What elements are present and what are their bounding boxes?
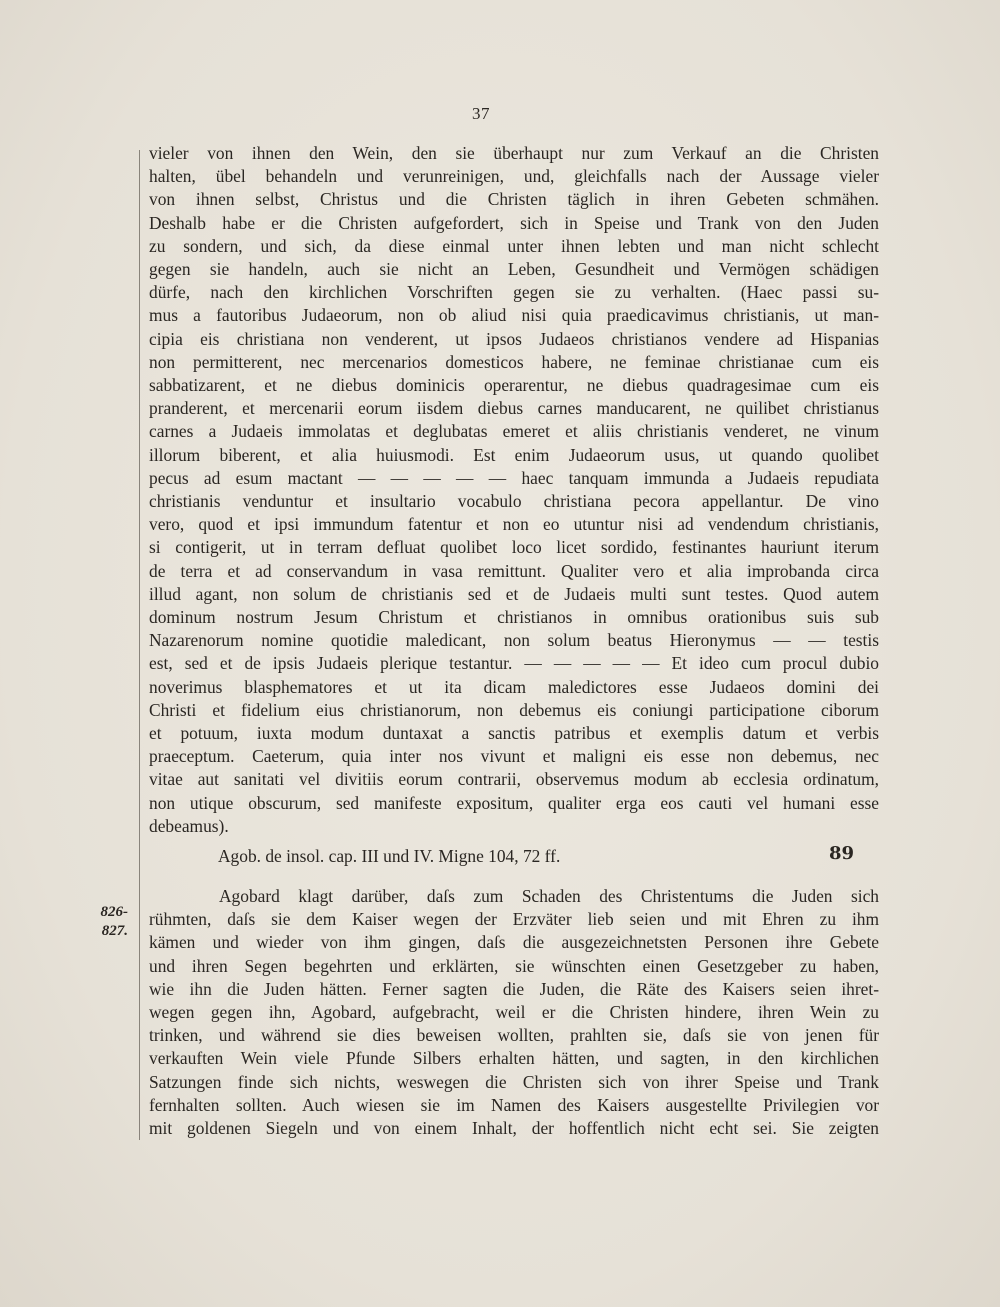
text-line: cipia eis christiana non venderent, ut ipsos Judaeos christianos vendere ad Hispanias bbox=[149, 328, 879, 349]
text-line: non permitterent, nec mercenarios domesticos habere, ne feminae christianae cum eis bbox=[149, 351, 879, 372]
text-line: noverimus blasphematores et ut ita dicam maledictores esse Judaeos domini dei bbox=[149, 676, 879, 697]
text-line: non utique obscurum, sed manifeste expositum, qualiter erga eos cauti vel humani esse bbox=[149, 792, 879, 813]
text-line: christianis venduntur et insultario vocabulo christiana pecora appellantur. De vino bbox=[149, 491, 879, 512]
page-number: 37 bbox=[472, 104, 490, 123]
text-line: dominum nostrum Jesum Christum et christianos in omnibus orationibus suis sub bbox=[149, 607, 879, 628]
paragraph-quotation bbox=[149, 142, 879, 838]
text-line: Christi et fidelium eius christianorum, non debemus eis coniungi participatione ciborum bbox=[149, 699, 879, 720]
text-line: vero, quod et ipsi immundum fatentur et non eo utuntur nisi ad vendendum christianis, bbox=[149, 514, 879, 535]
text-line: illorum biberent, et alia huiusmodi. Est enim Judaeorum usus, ut quando quolibet bbox=[149, 444, 879, 465]
text-line: Nazarenorum nomine quotidie maledicant, non solum beatus Hieronymus — — testis bbox=[149, 630, 879, 651]
source-citation: Agob. de insol. cap. III und IV. Migne 104, 72 ff. bbox=[218, 846, 561, 866]
text-line: pecus ad esum mactant — — — — — haec tanquam immunda a Judaeis repudiata bbox=[149, 467, 879, 488]
text-line: Agobard klagt darüber, daſs zum Schaden des Christentums die Juden sich bbox=[219, 886, 879, 906]
text-line: kämen und wieder von ihm gingen, daſs die ausgezeichnetsten Personen ihre Gebete bbox=[149, 932, 879, 953]
text-line: dürfe, nach den kirchlichen Vorschriften gegen sie zu verhalten. (Haec passi su- bbox=[149, 282, 879, 303]
text-line: praeceptum. Caeterum, quia inter nos vivunt et maligni eis esse non debemus, nec bbox=[149, 746, 879, 767]
text-line: illud agant, non solum de christianis sed et de Judaeis multi sunt testes. Quod autem bbox=[149, 583, 879, 604]
text-line: Deshalb habe er die Christen aufgefordert, sich in Speise und Trank von den Juden bbox=[149, 212, 879, 233]
text-line: de terra et ad conservandum in vasa remittunt. Qualiter vero et alia improbanda circa bbox=[149, 560, 879, 581]
text-line: pranderent, et mercenarii eorum iisdem diebus carnes manducarent, ne quilibet christianus bbox=[149, 398, 879, 419]
text-line: est, sed et de ipsis Judaeis plerique testantur. — — — — — Et ideo cum procul dubio bbox=[149, 653, 879, 674]
text-line: vieler von ihnen den Wein, den sie überhaupt nur zum Verkauf an die Christen bbox=[149, 143, 879, 163]
text-line: mit goldenen Siegeln und von einem Inhalt, der hoffentlich nicht echt sei. Sie zeigten bbox=[149, 1118, 879, 1139]
text-line: halten, übel behandeln und verunreinigen, und, gleichfalls nach der Aussage vieler bbox=[149, 166, 879, 187]
text-line: zu sondern, und sich, da diese einmal unter ihnen lebten und man nicht schlecht bbox=[149, 235, 879, 256]
margin-year-note bbox=[88, 903, 128, 941]
text-line: trinken, und während sie dies beweisen wollten, prahlten sie, daſs sie von jenen für bbox=[149, 1025, 879, 1046]
paragraph-agobard bbox=[149, 885, 879, 1140]
text-line: fernhalten sollten. Auch wiesen sie im Namen des Kaisers ausgestellte Privilegien vor bbox=[149, 1094, 879, 1115]
text-line: rühmten, daſs sie dem Kaiser wegen der Erzväter lieb seien und mit Ehren zu ihm bbox=[149, 909, 879, 930]
text-line: debeamus). bbox=[149, 815, 229, 836]
text-line: wegen gegen ihn, Agobard, aufgebracht, weil er die Christen hindere, ihren Wein zu bbox=[149, 1002, 879, 1023]
text-line: sabbatizarent, et ne diebus dominicis operarentur, ne diebus quadragesimae cum eis bbox=[149, 375, 879, 396]
text-line: und ihren Segen begehrten und erklärten, sie wünschten einen Gesetzgeber zu haben, bbox=[149, 955, 879, 976]
text-line: mus a fautoribus Judaeorum, non ob aliud nisi quia praedicavimus christianis, ut man- bbox=[149, 305, 879, 326]
text-line: wie ihn die Juden hätten. Ferner sagten die Juden, die Räte des Kaisers seien ihret- bbox=[149, 978, 879, 999]
text-line: Satzungen finde sich nichts, weswegen die Christen sich von ihrer Speise und Trank bbox=[149, 1071, 879, 1092]
text-line: von ihnen selbst, Christus und die Christen täglich in ihren Gebeten schmähen. bbox=[149, 189, 879, 210]
text-line: si contigerit, ut in terram defluat quolibet loco licet sordido, festinantes hauriunt iterum bbox=[149, 537, 879, 558]
citation-number: 89 bbox=[829, 843, 855, 864]
text-line: vitae aut sanitati vel divitiis eorum contrarii, observemus modum ab ecclesia ordinatum, bbox=[149, 769, 879, 790]
text-line: carnes a Judaeis immolatas et deglubatas emeret et aliis christianis venderet, ne vinum bbox=[149, 421, 879, 442]
year-note-line: 827. bbox=[101, 923, 128, 939]
year-note-line: 826- bbox=[100, 904, 128, 920]
margin-rule bbox=[139, 150, 140, 1140]
text-line: et potuum, iuxta modum duntaxat a sanctis patribus et exemplis datum et verbis bbox=[149, 723, 879, 744]
text-line: verkauften Wein viele Pfunde Silbers erhalten hätten, und sagten, in den kirchlichen bbox=[149, 1048, 879, 1069]
text-line: gegen sie handeln, auch sie nicht an Leben, Gesundheit und Vermögen schädigen bbox=[149, 259, 879, 280]
